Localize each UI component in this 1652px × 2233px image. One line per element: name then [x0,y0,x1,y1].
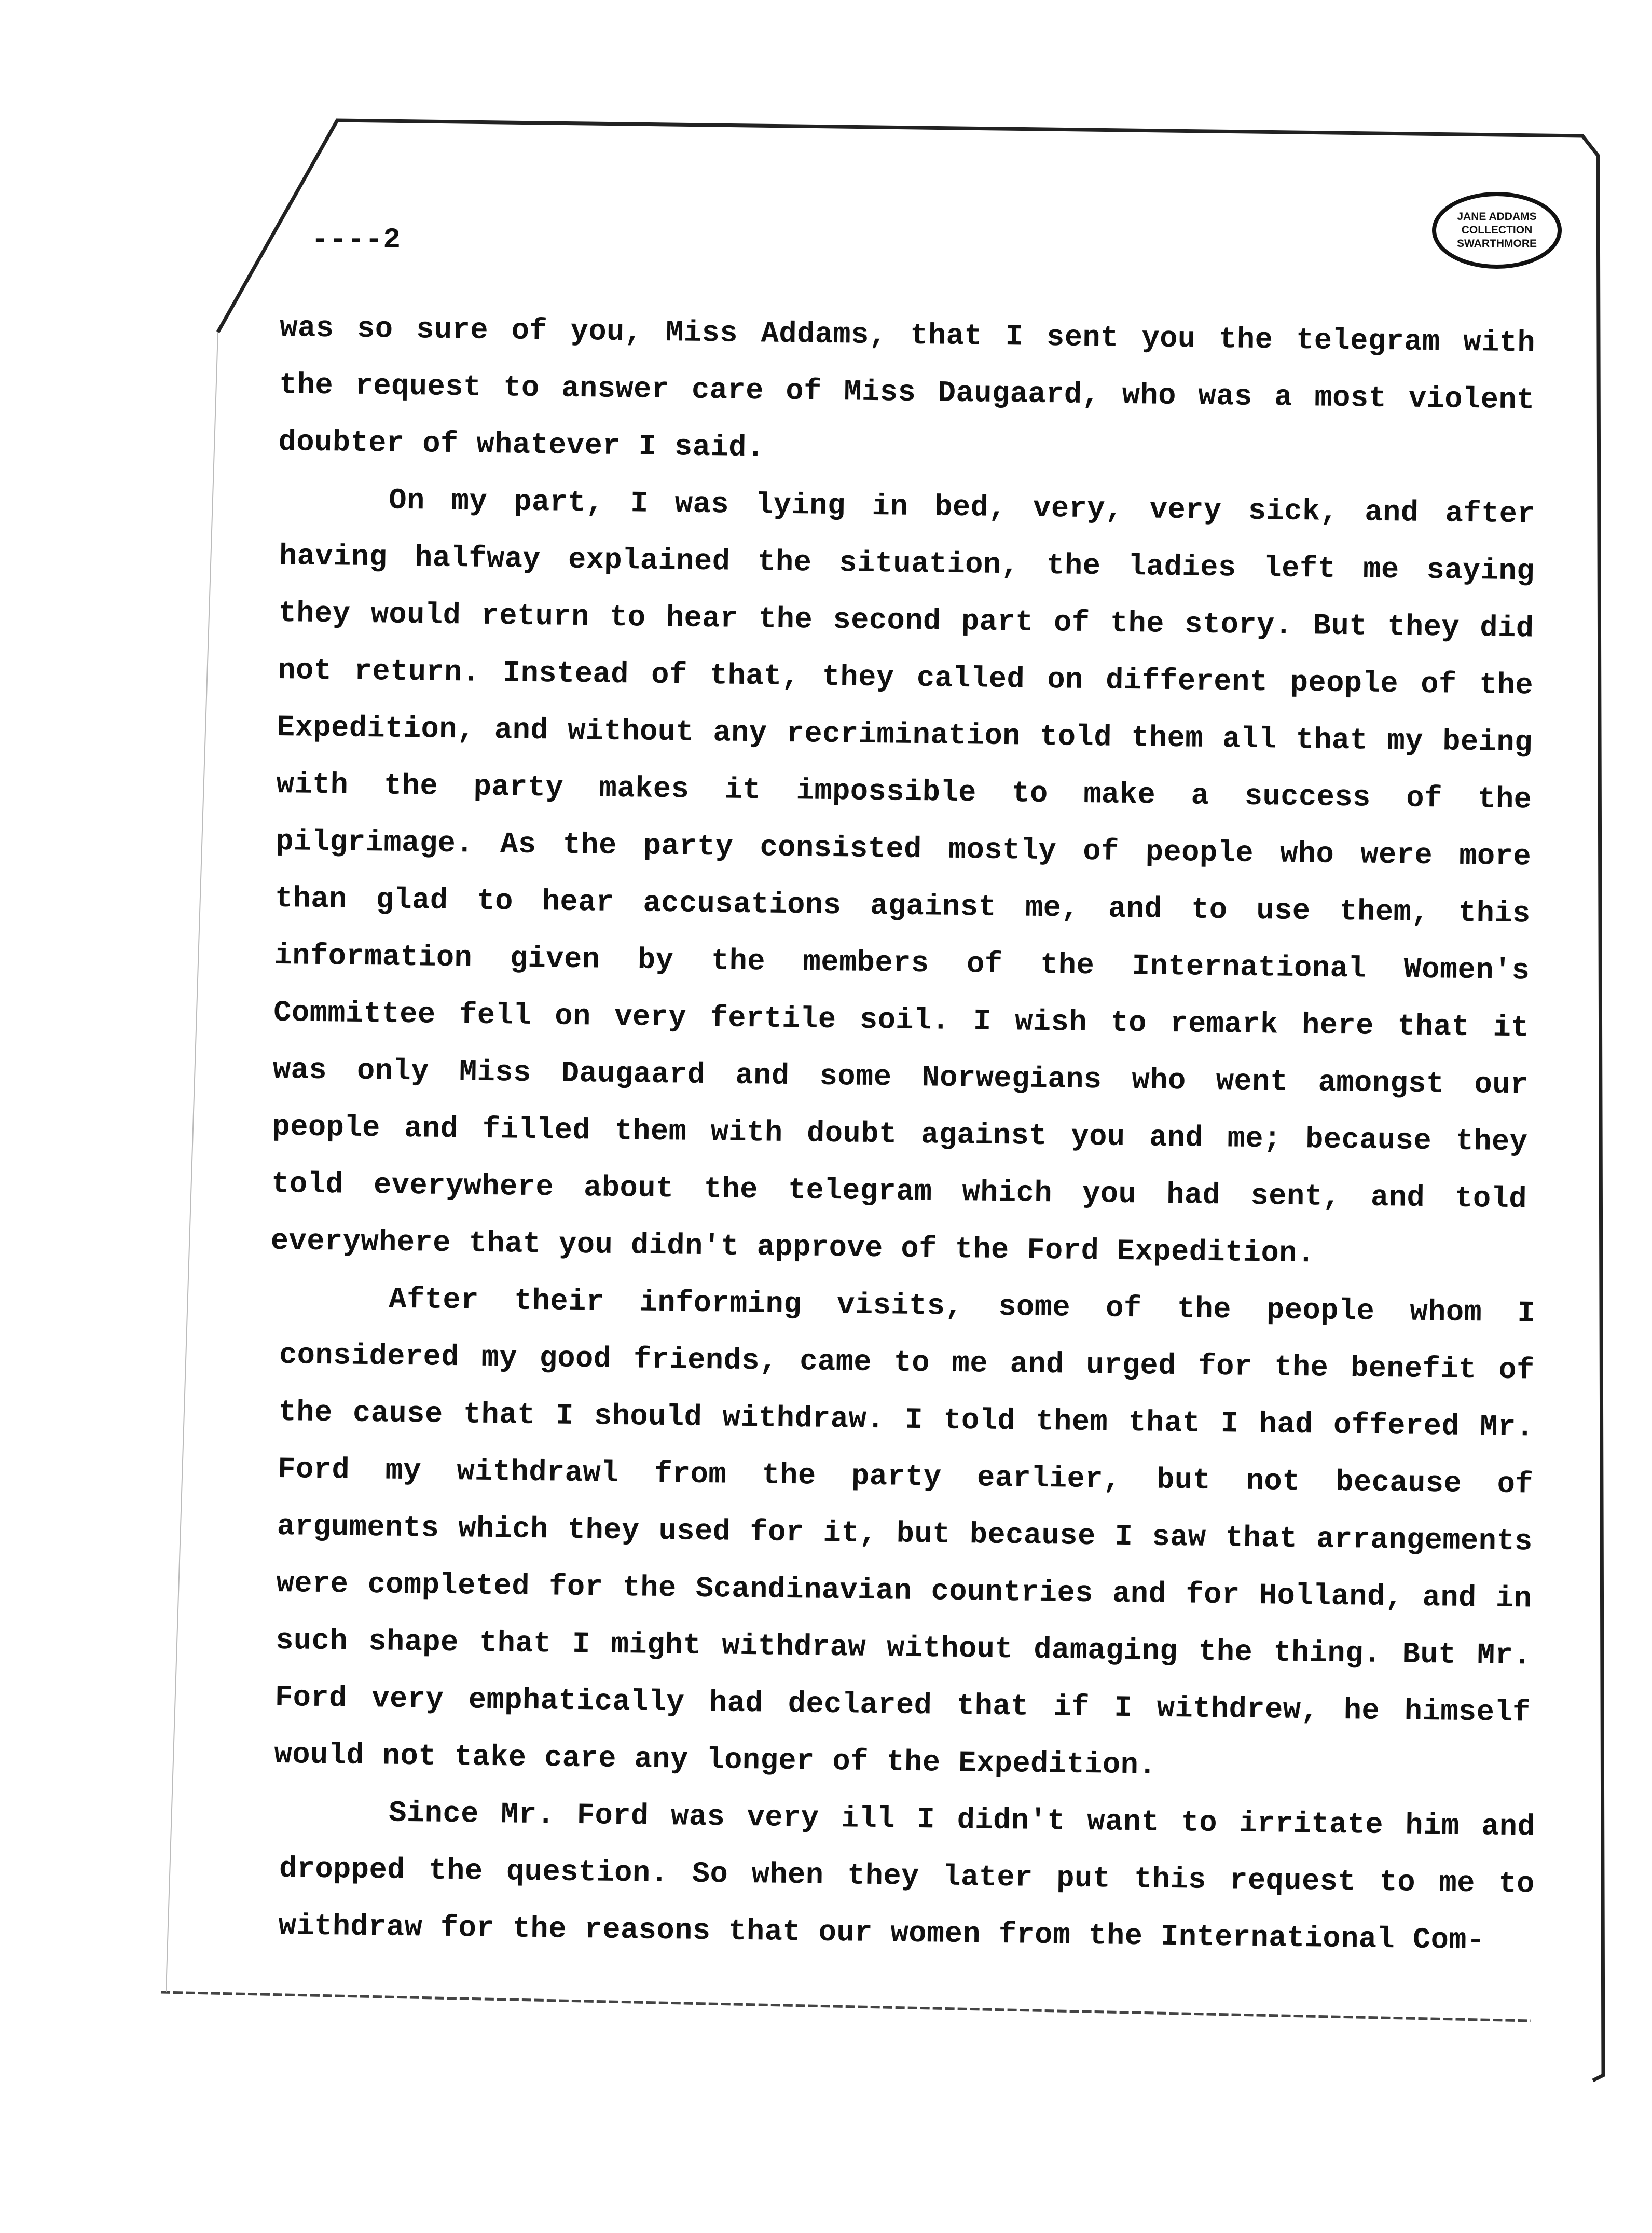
paragraph-2: On my part, I was lying in bed, very, very sick, and after having halfway explained the situation, the ladies left me saying they would return to hear the second part of the story. But they did not return. Instead of that, they called on different people of the Expedition, and without any recrimination told them all that my being with the party makes it impossible to make a success of the pilgrimage. As the party consisted mostly of people who were more than glad to hear accusations against me, and to use them, this information given by the members of the International Women's Committee fell on very fertile soil. I wish to remark here that it was only Miss Daugaard and some Norwegians who went amongst our people and filled them with doubt against you and me; because they told everywhere about the telegram which you had sent, and told everywhere that you didn't approve of the Ford Expedition. [270,484,1536,1271]
paragraph-3: After their informing visits, some of the people whom I considered my good friends, came to me and urged for the benefit of the cause that I should withdraw. I told them that I had offered Mr. Ford my withdrawl from the party earlier, but not because of arguments which they used for it, but because I saw that arrangements were completed for the Scandinavian countries and for Holland, and in such shape that I might withdraw without damaging the thing. But Mr. Ford very emphatically had declared that if I withdrew, he himself would not take care any longer of the Expedition. [274,1283,1536,1783]
stamp-line-1: JANE ADDAMS [1457,211,1537,223]
stamp-line-2: COLLECTION [1461,224,1533,236]
page-number: ----2 [311,223,402,256]
paragraph-1: was so sure of you, Miss Addams, that I sent you the telegram with the request to answer care of Miss Daugaard, who was a most violent doubter of whatever I said. [278,311,1536,465]
paper-bottom-edge [161,1992,1531,2021]
stamp-line-3: SWARTHMORE [1457,238,1537,250]
letter-body [270,300,1536,1958]
paragraph-4: Since Mr. Ford was very ill I didn't want to irritate him and dropped the question. So when they later put this request to me to withdraw for the reasons that our women from the International Com- [278,1797,1536,1958]
paper-left-edge [166,332,218,1992]
collection-stamp [1432,192,1562,269]
